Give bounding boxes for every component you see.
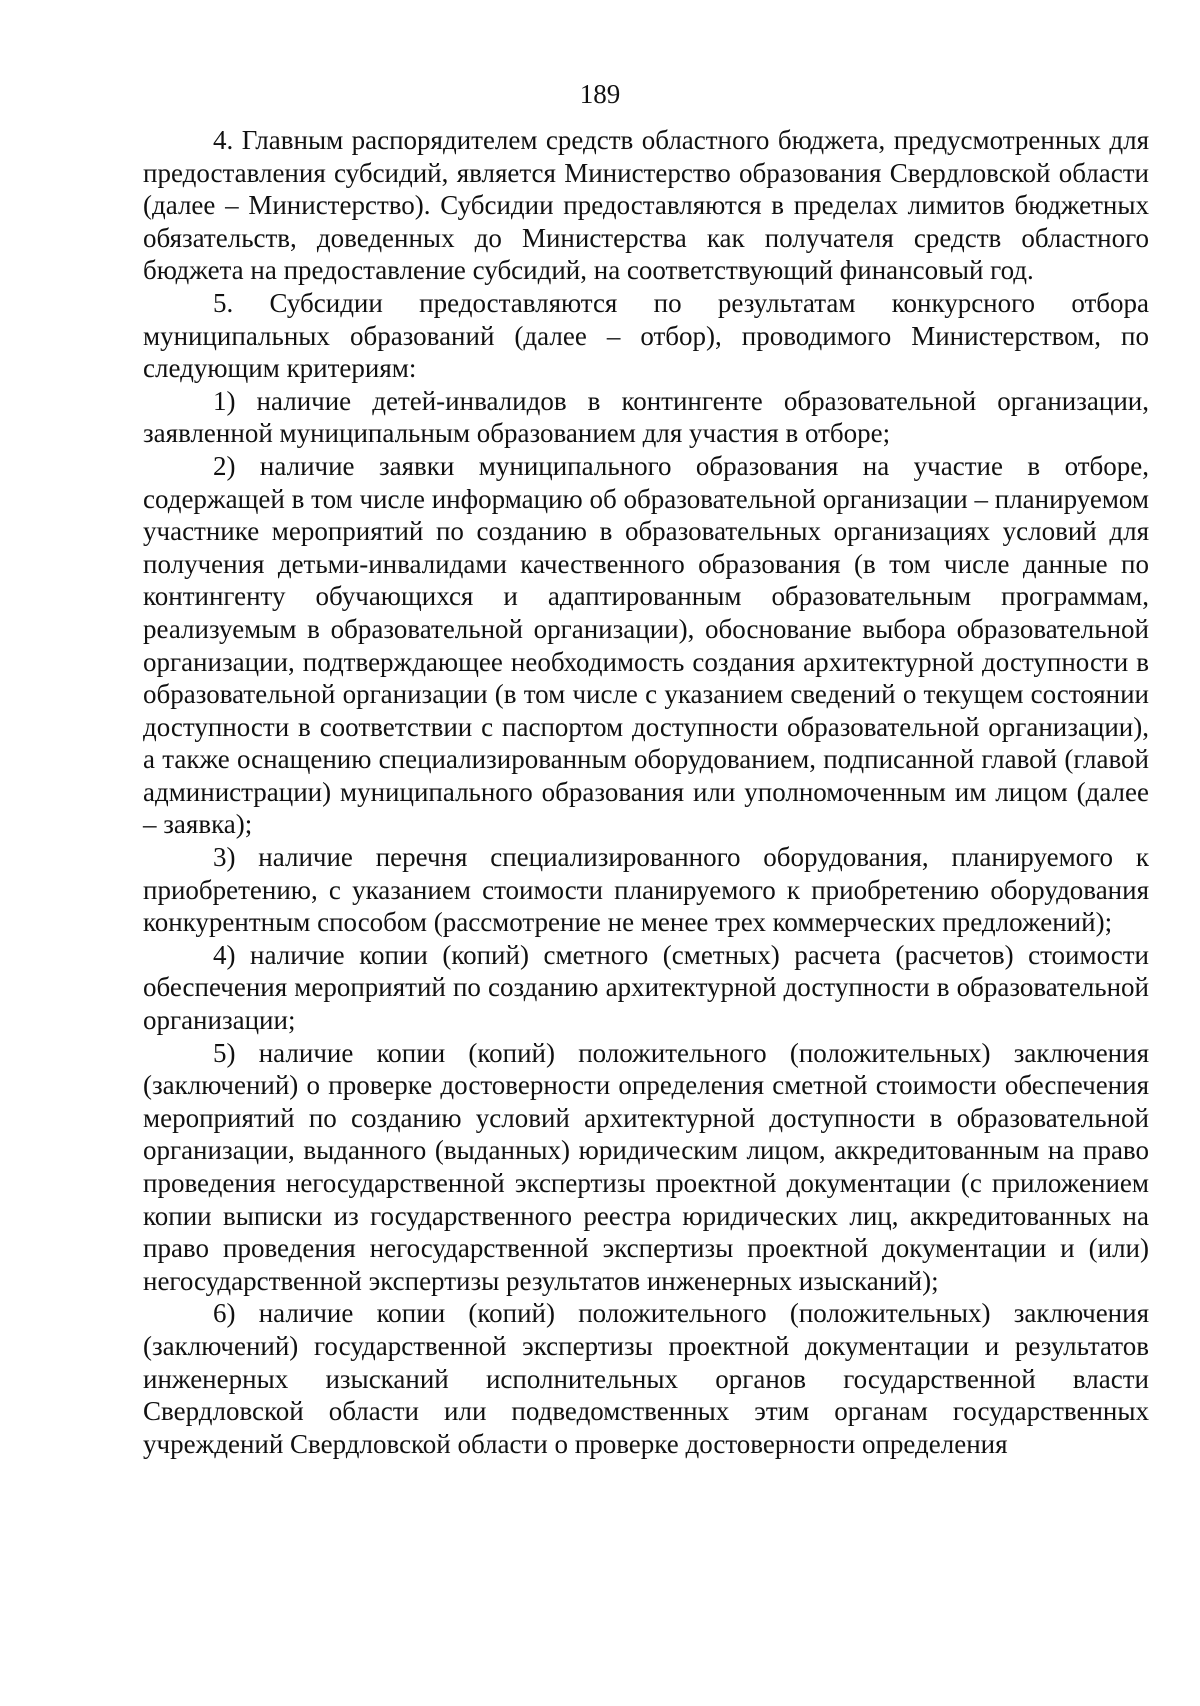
paragraph-item-5: 5. Субсидии предоставляются по результатам конкурсного отбора муниципальных образований (далее – отбор), проводимого Министерством, по следующим критериям: <box>143 287 1149 384</box>
criterion-1: 1) наличие детей-инвалидов в контингенте образовательной организации, заявленной муниципальным образованием для участия в отборе; <box>143 385 1149 449</box>
document-body <box>143 124 1149 1460</box>
criterion-3: 3) наличие перечня специализированного оборудования, планируемого к приобретению, с указанием стоимости планируемого к приобретению оборудования конкурентным способом (рассмотрение не менее трех коммерческих предложений); <box>143 842 1149 938</box>
criterion-6: 6) наличие копии (копий) положительного (положительных) заключения (заключений) государственной экспертизы проектной документации и результатов инженерных изысканий исполнительных органов государственной власти Свердловской области или подведомственных этим органам государственных учреждений Свердловской области о проверке достоверности определения <box>143 1298 1149 1459</box>
paragraph-item-4: 4. Главным распорядителем средств областного бюджета, предусмотренных для предоставления субсидий, является Министерство образования Свердловской области (далее – Министерство). Субсидии предоставляются в пределах лимитов бюджетных обязательств, доведенных до Министерства как получателя средств областного бюджета на предоставление субсидий, на соответствующий финансовый год. <box>143 125 1149 286</box>
page-number: 189 <box>579 79 621 109</box>
criterion-4: 4) наличие копии (копий) сметного (сметных) расчета (расчетов) стоимости обеспечения мероприятий по созданию архитектурной доступности в образовательной организации; <box>143 939 1149 1036</box>
criterion-2: 2) наличие заявки муниципального образования на участие в отборе, содержащей в том числе информацию об образовательной организации – планируемом участнике мероприятий по созданию в образовательных организациях условий для получения детьми-инвалидами качественного образования (в том числе данные по контингенту обучающихся и адаптированным образовательным программам, реализуемым в образовательной организации), обоснование выбора образовательной организации, подтверждающее необходимость создания архитектурной доступности в образовательной организации (в том числе с указанием сведений о текущем состоянии доступности в соответствии с паспортом доступности образовательной организации), а также оснащению специализированным оборудованием, подписанной главой (главой администрации) муниципального образования или уполномоченным им лицом (далее – заявка); <box>143 450 1149 840</box>
criterion-5: 5) наличие копии (копий) положительного (положительных) заключения (заключений) о проверке достоверности определения сметной стоимости обеспечения мероприятий по созданию условий архитектурной доступности в образовательной организации, выданного (выданных) юридическим лицом, аккредитованным на право проведения негосударственной экспертизы проектной документации (с приложением копии выписки из государственного реестра юридических лиц, аккредитованных на право проведения негосударственной экспертизы проектной документации и (или) негосударственной экспертизы результатов инженерных изысканий); <box>143 1037 1149 1296</box>
